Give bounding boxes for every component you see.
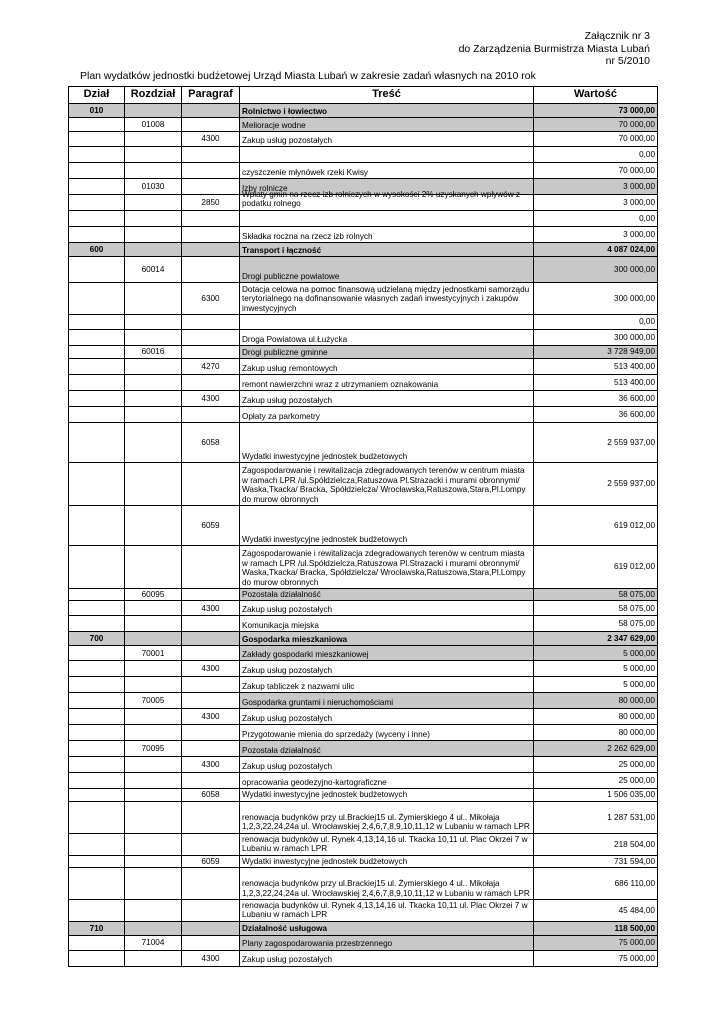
cell-dzial [69,741,125,757]
cell-rozdzial [125,104,182,118]
cell-paragraf [182,463,240,506]
table-row [69,632,658,646]
cell-tresc: Zakup usług pozostałych [240,709,534,725]
cell-rozdzial [125,855,182,867]
cell-rozdzial [125,900,182,922]
cell-rozdzial [125,661,182,677]
attachment-ordinance: do Zarządzenia Burmistrza Miasta Lubań [458,42,650,55]
cell-wartosc: 300 000,00 [534,283,658,315]
cell-rozdzial [125,677,182,693]
table-row [69,589,658,601]
table-row [69,801,658,833]
cell-tresc: Izby rolnicze [240,179,534,195]
cell-tresc [240,190,534,211]
cell-wartosc: 513 400,00 [534,375,658,391]
table-row [69,330,658,346]
cell-rozdzial: 01030 [125,179,182,195]
cell-wartosc: 0,00 [534,315,658,330]
cell-paragraf [182,163,240,179]
table-header-row [69,87,658,104]
cell-paragraf [182,315,240,330]
cell-tresc: Zakup usług pozostałych [240,950,534,966]
cell-rozdzial [125,773,182,789]
cell-wartosc: 218 504,00 [534,833,658,855]
cell-paragraf: 4300 [182,601,240,616]
cell-rozdzial [125,359,182,375]
cell-rozdzial [125,801,182,833]
cell-dzial: 010 [69,104,125,118]
cell-wartosc: 0,00 [534,211,658,227]
cell-dzial [69,757,125,773]
cell-paragraf: 2850 [182,195,240,211]
cell-tresc: Rolnictwo i łowiectwo [240,104,534,118]
cell-wartosc: 36 600,00 [534,407,658,423]
table-row [69,283,658,315]
cell-paragraf: 4300 [182,757,240,773]
cell-tresc [240,147,534,163]
cell-paragraf [182,833,240,855]
table-row [69,118,658,132]
cell-paragraf [182,407,240,423]
table-row [69,757,658,773]
cell-wartosc: 70 000,00 [534,118,658,132]
cell-dzial [69,801,125,833]
cell-rozdzial [125,601,182,616]
cell-rozdzial [125,789,182,801]
cell-wartosc: 619 012,00 [534,506,658,546]
table-row [69,789,658,801]
cell-wartosc: 5 000,00 [534,661,658,677]
cell-wartosc: 4 087 024,00 [534,243,658,257]
cell-paragraf [182,725,240,741]
cell-rozdzial [125,506,182,546]
cell-tresc: Składka roczna na rzecz izb rolnych [240,227,534,243]
cell-rozdzial [125,546,182,589]
cell-dzial [69,227,125,243]
cell-rozdzial [125,163,182,179]
cell-wartosc: 25 000,00 [534,757,658,773]
cell-tresc: Zakup usług pozostałych [240,601,534,616]
cell-rozdzial [125,195,182,211]
cell-dzial [69,589,125,601]
cell-dzial [69,506,125,546]
cell-paragraf [182,179,240,195]
cell-rozdzial [125,833,182,855]
col-header-dzial: Dział [69,87,125,104]
cell-dzial [69,546,125,589]
cell-dzial [69,693,125,709]
cell-tresc: renowacja budynków ul. Rynek 4,13,14,16 ul. Tkacka 10,11 ul. Plac Okrzei 7 w Lubaniu w ramach LPR [240,900,534,922]
table-row [69,104,658,118]
cell-dzial [69,709,125,725]
table-row [69,463,658,506]
cell-rozdzial [125,283,182,315]
cell-tresc: Działalność usługowa [240,921,534,935]
cell-wartosc: 118 500,00 [534,921,658,935]
cell-wartosc: 300 000,00 [534,330,658,346]
cell-rozdzial [125,868,182,900]
cell-paragraf [182,211,240,227]
cell-wartosc: 45 484,00 [534,900,658,922]
cell-rozdzial [125,227,182,243]
cell-tresc: Pozostała działalność [240,741,534,757]
table-row [69,132,658,147]
table-row [69,900,658,922]
cell-rozdzial: 60016 [125,346,182,359]
cell-wartosc: 619 012,00 [534,546,658,589]
table-row [69,950,658,966]
cell-dzial [69,725,125,741]
cell-wartosc: 58 075,00 [534,616,658,632]
table-row [69,195,658,211]
cell-dzial: 600 [69,243,125,257]
cell-paragraf [182,346,240,359]
cell-dzial [69,855,125,867]
cell-rozdzial [125,950,182,966]
cell-dzial [69,391,125,407]
cell-tresc: Wydatki inwestycyjne jednostek budżetowych [240,506,534,546]
cell-paragraf [182,375,240,391]
cell-rozdzial [125,147,182,163]
cell-wartosc: 1 287 531,00 [534,801,658,833]
table-row [69,163,658,179]
cell-tresc: Przygotowanie mienia do sprzedaży (wyceny i inne) [240,725,534,741]
cell-paragraf [182,616,240,632]
cell-rozdzial [125,616,182,632]
cell-tresc: renowacja budynków przy ul.Brackiej15 ul. Żymierskiego 4 ul.. Mikołaja 1,2,3,22,24,24a ul. Wrocławskiej 2,4,6,7,8,9,10,11,12 w Lubaniu w ramach LPR [240,801,534,833]
cell-dzial [69,163,125,179]
cell-rozdzial [125,921,182,935]
cell-dzial [69,423,125,463]
table-row [69,935,658,950]
table-row [69,423,658,463]
cell-wartosc: 0,00 [534,147,658,163]
col-header-rozdzial: Rozdział [125,87,182,104]
cell-dzial [69,616,125,632]
cell-paragraf [182,935,240,950]
cell-rozdzial [125,211,182,227]
cell-tresc: Komunikacja miejska [240,616,534,632]
cell-paragraf [182,546,240,589]
cell-tresc: czyszczenie młynówek rzeki Kwisy [240,163,534,179]
table-row [69,211,658,227]
expenditure-table [68,86,658,967]
cell-tresc: Drogi publiczne gminne [240,346,534,359]
cell-paragraf [182,646,240,661]
cell-paragraf [182,693,240,709]
cell-tresc: Wydatki inwestycyjne jednostek budżetowych [240,789,534,801]
cell-tresc: Zakup tabliczek z nazwami ulic [240,677,534,693]
cell-tresc: renowacja budynków przy ul.Brackiej15 ul. Żymierskiego 4 ul.. Mikołaja 1,2,3,22,24,24a ul. Wrocławskiej 2,4,6,7,8,9,10,11,12 w Lubaniu w ramach LPR [240,868,534,900]
cell-dzial [69,950,125,966]
cell-wartosc: 3 000,00 [534,179,658,195]
cell-paragraf [182,801,240,833]
attachment-header [459,30,650,68]
table-row [69,257,658,283]
cell-wartosc: 70 000,00 [534,163,658,179]
cell-tresc: Zakup usług pozostałych [240,757,534,773]
cell-paragraf [182,900,240,922]
table-row [69,693,658,709]
cell-paragraf: 4300 [182,132,240,147]
cell-wartosc: 5 000,00 [534,646,658,661]
cell-tresc: Zakup usług pozostałych [240,391,534,407]
cell-wartosc: 70 000,00 [534,132,658,147]
col-header-paragraf: Paragraf [182,87,240,104]
cell-tresc: Dotacja celowa na pomoc finansową udzielaną między jednostkami samorządu terytorialnego na dofinansowanie własnych zadań inwestycyjnych i zakupów inwestycyjnych [240,283,534,315]
cell-paragraf [182,118,240,132]
table-row [69,315,658,330]
cell-rozdzial [125,391,182,407]
cell-paragraf: 6059 [182,855,240,867]
cell-wartosc: 80 000,00 [534,709,658,725]
cell-wartosc: 513 400,00 [534,359,658,375]
cell-tresc: Zagospodarowanie i rewitalizacja zdegradowanych terenów w centrum miasta w ramach LPR /ul.Spółdzielcza,Ratuszowa Pl.Strazacki i murami obronnymi/ Waska,Tkacka/ Bracka, Spółdzielcza/ Wrocławska,Ratuszowa,Stara,Pl.Lompy do murow obronnych [240,463,534,506]
cell-paragraf: 6058 [182,789,240,801]
cell-rozdzial: 60095 [125,589,182,601]
cell-paragraf [182,243,240,257]
cell-rozdzial [125,632,182,646]
cell-tresc: Melioracje wodne [240,118,534,132]
cell-wartosc: 1 506 035,00 [534,789,658,801]
cell-wartosc: 58 075,00 [534,601,658,616]
page-title: Plan wydatków jednostki budżetowej Urząd Miasta Lubań w zakresie zadań własnych na 2010 rok [80,70,536,82]
cell-tresc: Plany zagospodarowania przestrzennego [240,935,534,950]
cell-paragraf [182,632,240,646]
cell-paragraf: 6300 [182,283,240,315]
cell-wartosc: 2 559 937,00 [534,463,658,506]
cell-wartosc: 58 075,00 [534,589,658,601]
table-row [69,773,658,789]
cell-paragraf: 4270 [182,359,240,375]
cell-tresc: Pozostała działalność [240,589,534,601]
cell-tresc: Zakup usług pozostałych [240,661,534,677]
cell-rozdzial [125,132,182,147]
cell-wartosc: 300 000,00 [534,257,658,283]
cell-dzial [69,789,125,801]
cell-rozdzial [125,330,182,346]
cell-paragraf [182,104,240,118]
cell-wartosc: 36 600,00 [534,391,658,407]
cell-rozdzial [125,375,182,391]
cell-dzial [69,833,125,855]
cell-wartosc: 3 728 949,00 [534,346,658,359]
cell-tresc: Zagospodarowanie i rewitalizacja zdegradowanych terenów w centrum miasta w ramach LPR /ul.Spółdzielcza,Ratuszowa Pl.Strazacki i murami obronnymi/ Waska,Tkacka/ Bracka, Spółdzielcza/ Wrocławska,Ratuszowa,Stara,Pl.Lompy do murow obronnych [240,546,534,589]
cell-dzial [69,211,125,227]
cell-wartosc: 2 347 629,00 [534,632,658,646]
cell-wartosc: 3 000,00 [534,227,658,243]
table-row [69,725,658,741]
cell-paragraf: 4300 [182,391,240,407]
cell-paragraf: 6059 [182,506,240,546]
cell-dzial [69,195,125,211]
col-header-wartosc: Wartość [534,87,658,104]
cell-dzial [69,257,125,283]
cell-dzial [69,677,125,693]
cell-paragraf: 4300 [182,950,240,966]
cell-paragraf [182,741,240,757]
cell-wartosc: 731 594,00 [534,855,658,867]
cell-dzial [69,359,125,375]
table-body [69,104,658,967]
cell-paragraf [182,257,240,283]
cell-rozdzial: 70005 [125,693,182,709]
cell-rozdzial: 70095 [125,741,182,757]
cell-rozdzial [125,725,182,741]
cell-tresc: Transport i łączność [240,243,534,257]
table-row [69,741,658,757]
cell-tresc-text: Wpłaty gmin na rzecz izb rolniczych w wysokości 2% uzyskanych wpływów z podatku rolnego [242,190,521,209]
table-row [69,677,658,693]
table-row [69,616,658,632]
cell-dzial [69,935,125,950]
cell-rozdzial [125,757,182,773]
cell-rozdzial [125,407,182,423]
cell-rozdzial: 60014 [125,257,182,283]
table-row [69,833,658,855]
cell-rozdzial [125,423,182,463]
cell-wartosc: 2 262 629,00 [534,741,658,757]
cell-wartosc: 75 000,00 [534,950,658,966]
cell-rozdzial [125,709,182,725]
table-row [69,661,658,677]
cell-dzial [69,179,125,195]
cell-dzial [69,147,125,163]
cell-paragraf [182,330,240,346]
cell-dzial [69,132,125,147]
cell-tresc: opracowania geodezyjno-kartograficzne [240,773,534,789]
table-row [69,407,658,423]
cell-tresc [240,315,534,330]
cell-dzial [69,118,125,132]
table-row [69,359,658,375]
attachment-number: Załącznik nr 3 [584,30,650,42]
cell-paragraf [182,677,240,693]
table-row [69,601,658,616]
cell-tresc: Zakup usług remontowych [240,359,534,375]
cell-tresc: Gospodarka mieszkaniowa [240,632,534,646]
table-row [69,868,658,900]
cell-rozdzial: 70001 [125,646,182,661]
cell-wartosc: 2 559 937,00 [534,423,658,463]
cell-paragraf [182,227,240,243]
cell-tresc: Wydatki inwestycyjne jednostek budżetowych [240,855,534,867]
cell-dzial [69,601,125,616]
table-row [69,546,658,589]
cell-paragraf [182,868,240,900]
cell-dzial [69,375,125,391]
attachment-ordinance-number: nr 5/2010 [605,55,650,67]
table-row [69,646,658,661]
cell-paragraf [182,147,240,163]
cell-dzial: 710 [69,921,125,935]
cell-wartosc: 80 000,00 [534,725,658,741]
cell-tresc: Droga Powiatowa ul.Łużycka [240,330,534,346]
table-row [69,391,658,407]
cell-tresc: remont nawierzchni wraz z utrzymaniem oznakowania [240,375,534,391]
cell-tresc: Zakłady gospodarki mieszkaniowej [240,646,534,661]
cell-paragraf: 4300 [182,709,240,725]
cell-dzial [69,646,125,661]
col-header-tresc: Treść [240,87,534,104]
table-row [69,147,658,163]
table-row [69,375,658,391]
cell-wartosc: 3 000,00 [534,195,658,211]
cell-rozdzial [125,463,182,506]
cell-dzial [69,330,125,346]
cell-dzial [69,661,125,677]
cell-rozdzial: 71004 [125,935,182,950]
cell-paragraf [182,773,240,789]
table-row [69,709,658,725]
table-row [69,227,658,243]
table-row [69,855,658,867]
cell-tresc: Opłaty za parkometry [240,407,534,423]
cell-tresc: Wydatki inwestycyjne jednostek budżetowych [240,423,534,463]
table-row [69,346,658,359]
cell-dzial [69,900,125,922]
table-row [69,243,658,257]
table-row [69,506,658,546]
cell-wartosc: 80 000,00 [534,693,658,709]
cell-dzial [69,346,125,359]
cell-tresc: renowacja budynków ul. Rynek 4,13,14,16 ul. Tkacka 10,11 ul. Plac Okrzei 7 w Lubaniu w ramach LPR [240,833,534,855]
cell-dzial [69,407,125,423]
cell-tresc: Gospodarka gruntami i nieruchomościami [240,693,534,709]
cell-paragraf: 6058 [182,423,240,463]
cell-wartosc: 75 000,00 [534,935,658,950]
cell-rozdzial [125,243,182,257]
cell-paragraf [182,589,240,601]
cell-dzial [69,463,125,506]
cell-wartosc: 25 000,00 [534,773,658,789]
table-row [69,921,658,935]
cell-dzial [69,283,125,315]
cell-wartosc: 5 000,00 [534,677,658,693]
cell-dzial [69,773,125,789]
cell-tresc: Drogi publiczne powiatowe [240,257,534,283]
cell-dzial [69,315,125,330]
cell-tresc [240,211,534,227]
cell-paragraf [182,921,240,935]
cell-paragraf: 4300 [182,661,240,677]
cell-dzial [69,868,125,900]
cell-rozdzial [125,315,182,330]
cell-rozdzial: 01008 [125,118,182,132]
cell-tresc: Zakup usług pozostałych [240,132,534,147]
cell-dzial: 700 [69,632,125,646]
cell-wartosc: 686 110,00 [534,868,658,900]
cell-wartosc: 73 000,00 [534,104,658,118]
